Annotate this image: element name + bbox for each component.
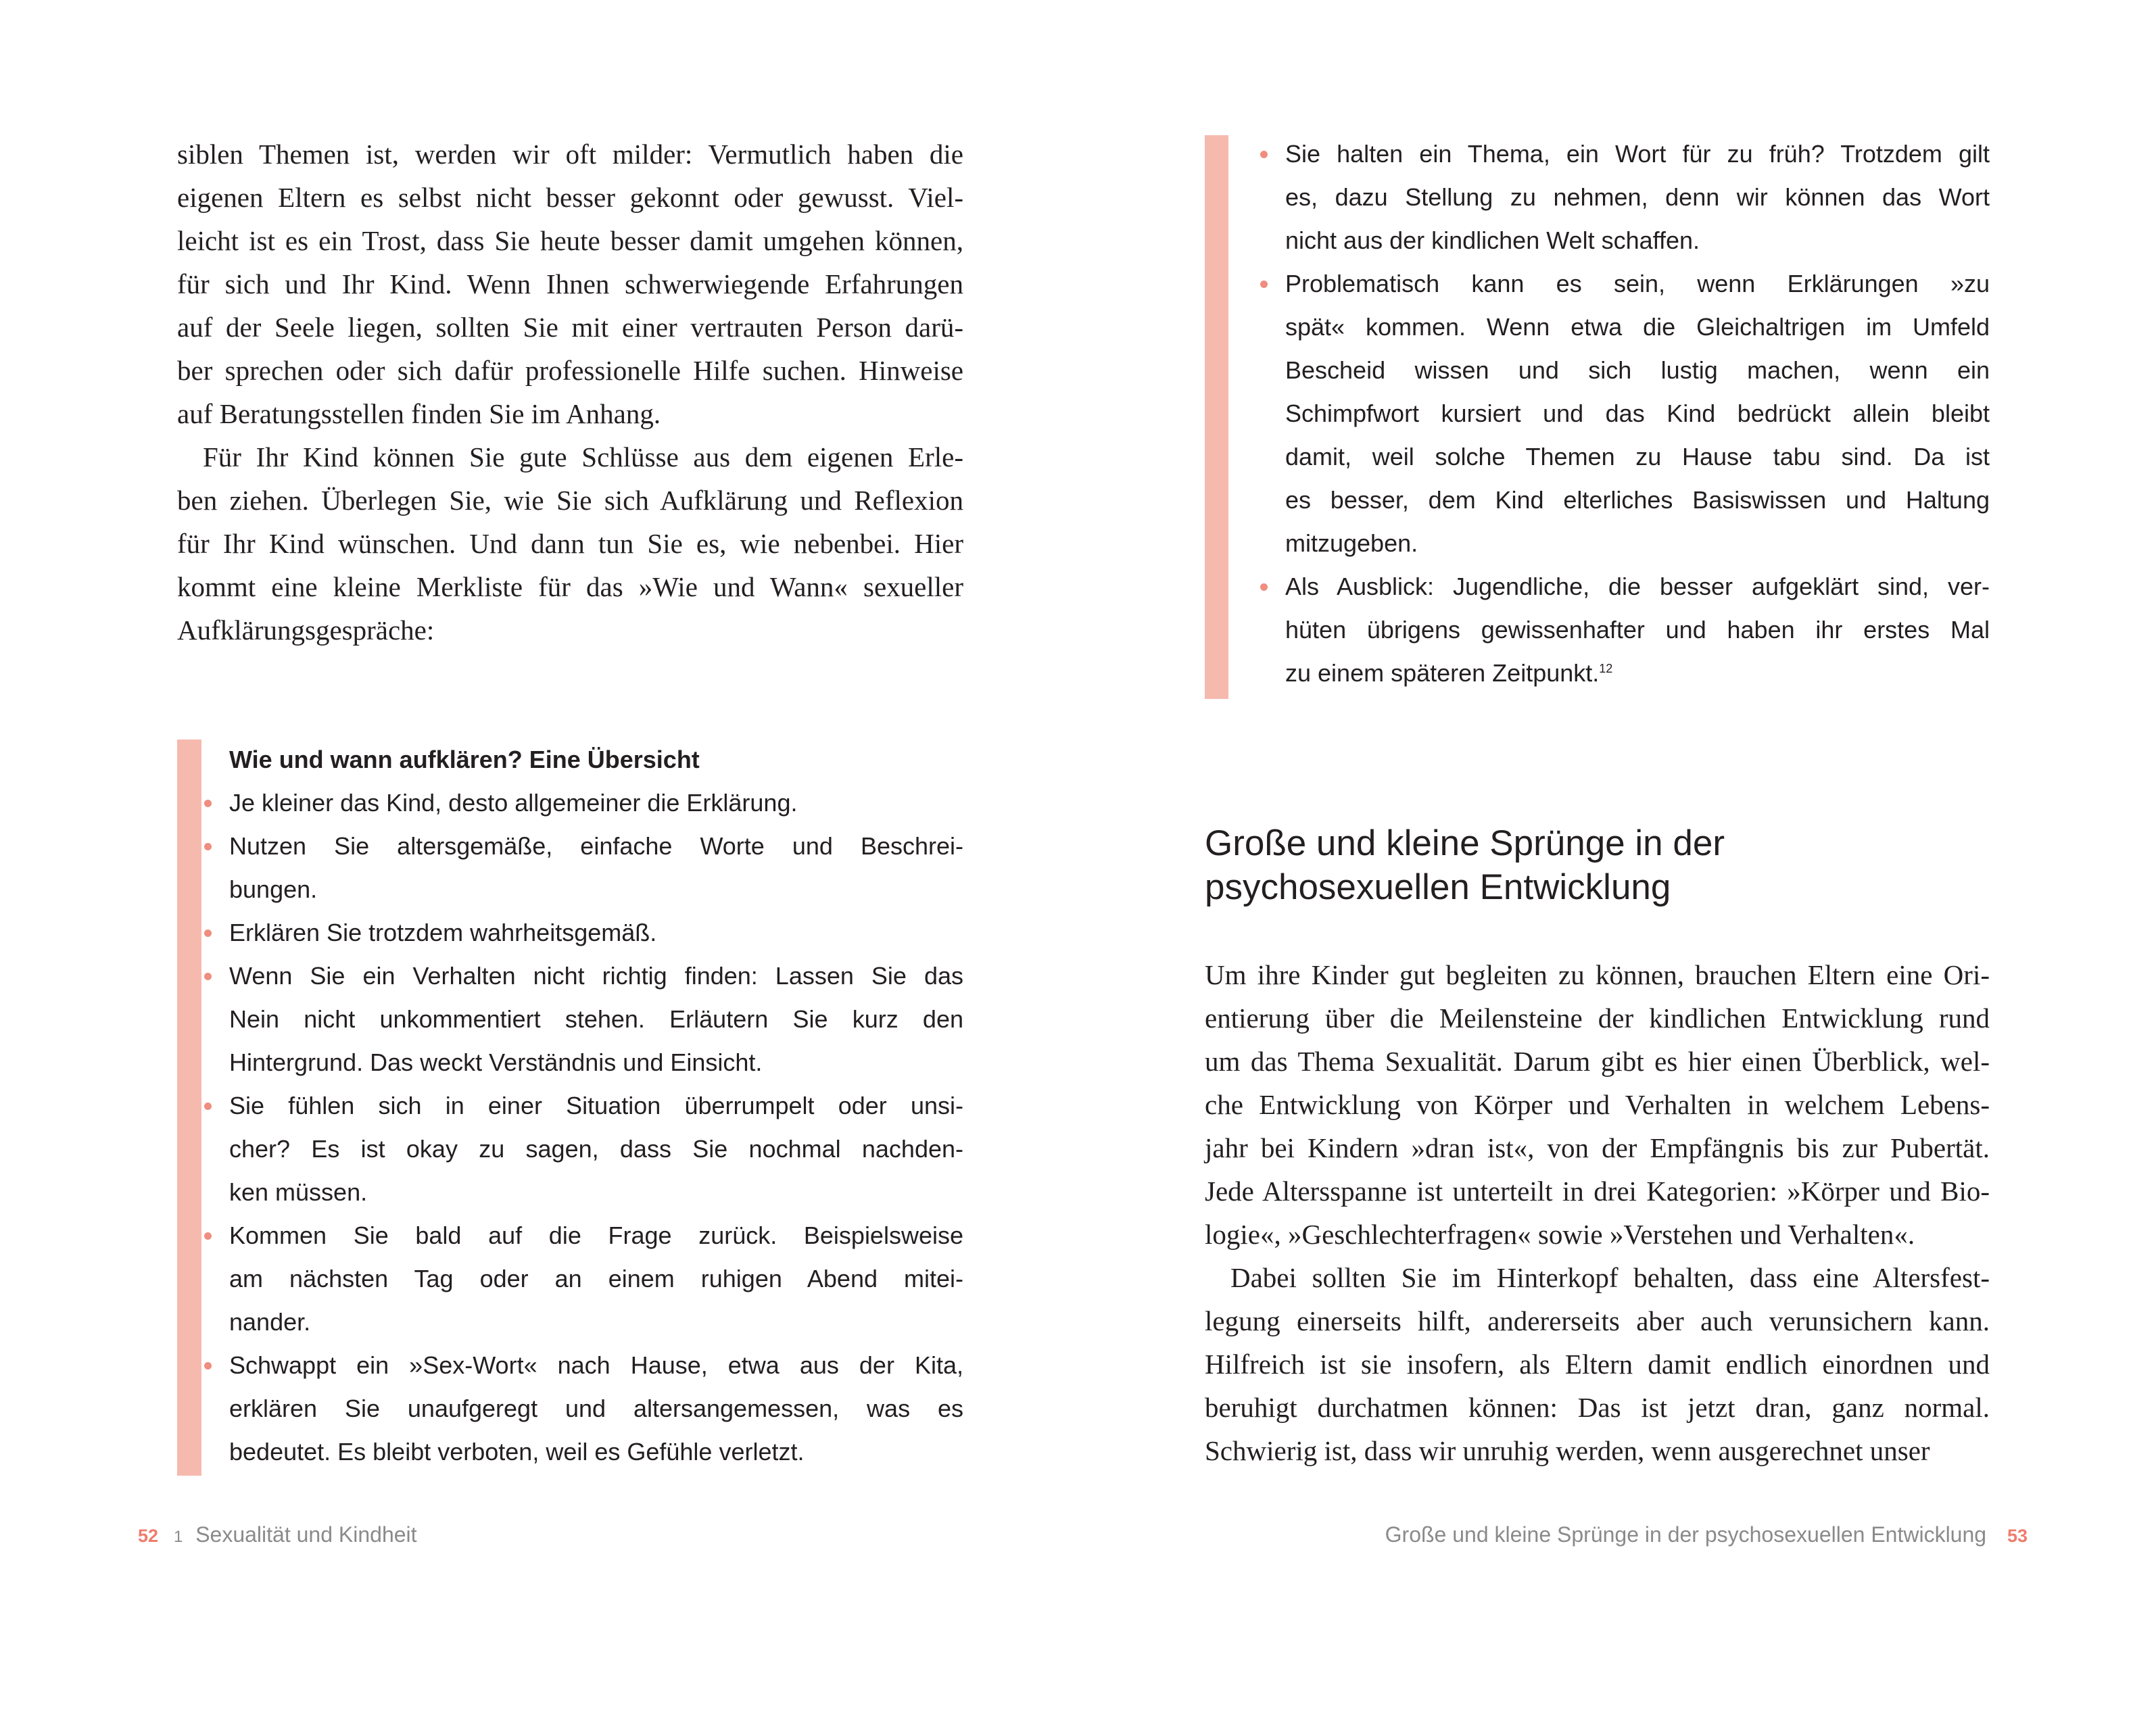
left-box-accent-bar bbox=[177, 740, 201, 1476]
bullet-icon bbox=[1260, 281, 1268, 288]
text-line: es, dazu Stellung zu nehmen, denn wir können das Wort bbox=[1285, 183, 1990, 211]
bullet-icon bbox=[204, 973, 212, 980]
text-line: Schwierig ist, dass wir unruhig werden, wenn ausgerechnet unser bbox=[1205, 1435, 1930, 1466]
bullet-item bbox=[229, 825, 963, 911]
text-line: am nächsten Tag oder an einem ruhigen Abend mitei- bbox=[229, 1265, 963, 1292]
text-line: spät« kommen. Wenn etwa die Gleichaltrigen im Umfeld bbox=[1285, 313, 1990, 341]
text-line: es besser, dem Kind elterliches Basiswissen und Haltung bbox=[1285, 486, 1990, 514]
text-line: beruhigt durchatmen können: Das ist jetzt dran, ganz normal. bbox=[1205, 1392, 1990, 1423]
text-line: Nutzen Sie altersgemäße, einfache Worte und Beschrei- bbox=[229, 832, 963, 860]
text-line: damit, weil solche Themen zu Hause tabu sind. Da ist bbox=[1285, 443, 1990, 470]
text-line: Jede Altersspanne ist unterteilt in drei Kategorien: »Körper und Bio- bbox=[1205, 1176, 1990, 1207]
paragraph bbox=[1205, 1256, 1990, 1472]
heading-line: Große und kleine Sprünge in der bbox=[1205, 823, 1725, 863]
text-line: Wenn Sie ein Verhalten nicht richtig finden: Lassen Sie das bbox=[229, 962, 963, 990]
text-line: legung einerseits hilft, andererseits aber auch verunsichern kann. bbox=[1205, 1305, 1990, 1336]
chapter-title: Sexualität und Kindheit bbox=[195, 1522, 417, 1547]
heading-line: psychosexuellen Entwicklung bbox=[1205, 867, 1671, 907]
running-title: Große und kleine Sprünge in der psychosexuellen Entwicklung bbox=[1385, 1522, 1987, 1547]
text-line: ken müssen. bbox=[229, 1178, 368, 1206]
paragraph bbox=[177, 435, 963, 652]
left-body-text bbox=[177, 132, 963, 652]
text-line: Kommen Sie bald auf die Frage zurück. Beispielsweise bbox=[229, 1222, 963, 1249]
text-line: hüten übrigens gewissenhafter und haben ihr erstes Mal bbox=[1285, 616, 1990, 644]
text-line: cher? Es ist okay zu sagen, dass Sie nochmal nachden- bbox=[229, 1135, 963, 1163]
bullet-icon bbox=[204, 800, 212, 807]
text-line: che Entwicklung von Körper und Verhalten in welchem Lebens- bbox=[1205, 1089, 1990, 1120]
text-line: Nein nicht unkommentiert stehen. Erläutern Sie kurz den bbox=[229, 1005, 963, 1033]
bullet-icon bbox=[204, 929, 212, 937]
right-info-box bbox=[1285, 132, 1990, 695]
text-line: auf der Seele liegen, sollten Sie mit einer vertrauten Person darü- bbox=[177, 312, 963, 343]
bullet-icon bbox=[1260, 583, 1268, 591]
chapter-number: 1 bbox=[173, 1528, 183, 1546]
text-line: Dabei sollten Sie im Hinterkopf behalten, dass eine Altersfest- bbox=[1230, 1262, 1990, 1293]
text-line: entierung über die Meilensteine der kindlichen Entwicklung rund bbox=[1205, 1002, 1990, 1034]
bullet-item bbox=[1285, 565, 1990, 695]
info-box-title: Wie und wann aufklären? Eine Übersicht bbox=[229, 746, 700, 773]
bullet-item bbox=[229, 1214, 963, 1344]
text-line: siblen Themen ist, werden wir oft milder: Vermutlich haben die bbox=[177, 139, 963, 170]
page-number: 52 bbox=[138, 1526, 159, 1546]
text-line: logie«, »Geschlechterfragen« sowie »Verstehen und Verhalten«. bbox=[1205, 1219, 1915, 1250]
text-line: jahr bei Kindern »dran ist«, von der Empfängnis bis zur Pubertät. bbox=[1205, 1132, 1990, 1163]
text-line: eigenen Eltern es selbst nicht besser gekonnt oder gewusst. Viel- bbox=[177, 182, 963, 213]
bullet-item bbox=[229, 1084, 963, 1214]
text-line: mitzugeben. bbox=[1285, 529, 1418, 557]
right-footer bbox=[1385, 1522, 2028, 1547]
text-line: Bescheid wissen und sich lustig machen, wenn ein bbox=[1285, 356, 1990, 384]
bullet-item bbox=[229, 954, 963, 1084]
text-line: bungen. bbox=[229, 875, 318, 903]
text-line: Problematisch kann es sein, wenn Erklärungen »zu bbox=[1285, 270, 1990, 297]
text-line: erklären Sie unaufgeregt und altersangemessen, was es bbox=[229, 1395, 963, 1422]
text-line: Sie fühlen sich in einer Situation überrumpelt oder unsi- bbox=[229, 1092, 963, 1119]
text-line: nander. bbox=[229, 1308, 311, 1336]
bullet-icon bbox=[1260, 151, 1268, 158]
text-line: Schimpfwort kursiert und das Kind bedrückt allein bleibt bbox=[1285, 400, 1990, 427]
page-number: 53 bbox=[2007, 1526, 2028, 1546]
bullet-icon bbox=[204, 1362, 212, 1370]
text-line: für sich und Ihr Kind. Wenn Ihnen schwerwiegende Erfahrungen bbox=[177, 268, 963, 299]
text-line: Schwappt ein »Sex-Wort« nach Hause, etwa aus der Kita, bbox=[229, 1351, 963, 1379]
text-line: ber sprechen oder sich dafür professionelle Hilfe suchen. Hinweise bbox=[177, 355, 963, 386]
text-line: nicht aus der kindlichen Welt schaffen. bbox=[1285, 226, 1700, 254]
paragraph bbox=[1205, 953, 1990, 1256]
right-body-text bbox=[1205, 953, 1990, 1472]
bullet-item bbox=[229, 911, 963, 954]
text-line: für Ihr Kind wünschen. Und dann tun Sie es, wie nebenbei. Hier bbox=[177, 528, 963, 559]
paragraph bbox=[177, 132, 963, 435]
text-line: Hilfreich ist sie insofern, als Eltern damit endlich einordnen und bbox=[1205, 1349, 1990, 1380]
bullet-item bbox=[1285, 132, 1990, 262]
section-heading bbox=[1205, 821, 1990, 909]
bullet-item bbox=[229, 1344, 963, 1474]
text-line: leicht ist es ein Trost, dass Sie heute besser damit umgehen können, bbox=[177, 225, 963, 256]
text-line: Aufklärungsgespräche: bbox=[177, 614, 435, 646]
text-line: Hintergrund. Das weckt Verständnis und Einsicht. bbox=[229, 1048, 763, 1076]
bullet-icon bbox=[204, 1232, 212, 1240]
text-line: bedeutet. Es bleibt verboten, weil es Gefühle verletzt. bbox=[229, 1438, 805, 1466]
text-line: zu einem späteren Zeitpunkt.$^{12}$ bbox=[1285, 659, 1613, 687]
text-line: Um ihre Kinder gut begleiten zu können, brauchen Eltern eine Ori- bbox=[1205, 959, 1990, 990]
left-info-box bbox=[229, 738, 963, 1474]
bullet-icon bbox=[204, 843, 212, 850]
text-line: Als Ausblick: Jugendliche, die besser aufgeklärt sind, ver- bbox=[1285, 573, 1990, 600]
bullet-item bbox=[1285, 262, 1990, 565]
text-line: Erklären Sie trotzdem wahrheitsgemäß. bbox=[229, 919, 657, 946]
text-line: Sie halten ein Thema, ein Wort für zu früh? Trotzdem gilt bbox=[1285, 140, 1990, 168]
text-line: Für Ihr Kind können Sie gute Schlüsse aus dem eigenen Erle- bbox=[203, 441, 963, 473]
text-line: ben ziehen. Überlegen Sie, wie Sie sich Aufklärung und Reflexion bbox=[177, 485, 963, 516]
text-line: auf Beratungsstellen finden Sie im Anhang. bbox=[177, 398, 661, 429]
text-line: um das Thema Sexualität. Darum gibt es hier einen Überblick, wel- bbox=[1205, 1046, 1990, 1077]
footnote-reference: 12 bbox=[1599, 662, 1613, 675]
right-box-accent-bar bbox=[1205, 135, 1228, 699]
bullet-item bbox=[229, 781, 963, 825]
left-footer bbox=[138, 1522, 417, 1547]
bullet-icon bbox=[204, 1103, 212, 1110]
text-line: Je kleiner das Kind, desto allgemeiner die Erklärung. bbox=[229, 789, 798, 817]
text-line: kommt eine kleine Merkliste für das »Wie und Wann« sexueller bbox=[177, 571, 963, 602]
